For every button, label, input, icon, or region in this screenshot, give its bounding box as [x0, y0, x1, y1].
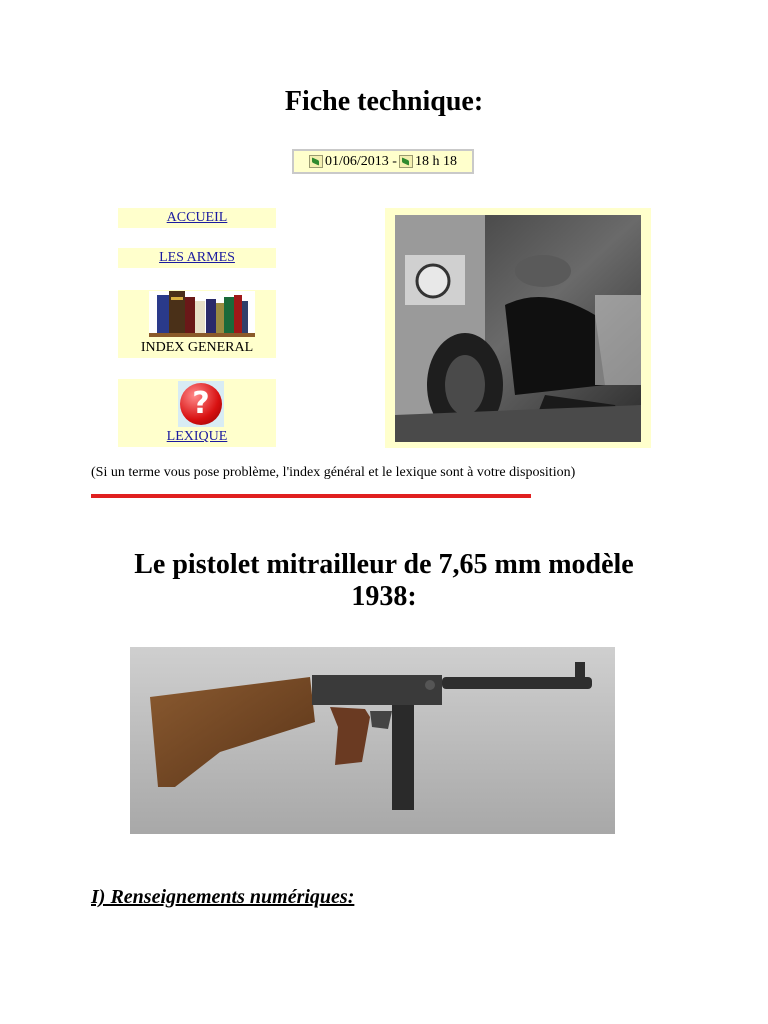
submachine-gun-photo	[130, 647, 615, 834]
article-title	[0, 549, 768, 613]
date-stamp	[292, 149, 474, 174]
index-label[interactable]: INDEX GENERAL	[140, 340, 254, 355]
soldier-photo	[395, 215, 641, 442]
armes-link[interactable]: LES ARMES	[159, 250, 235, 265]
nav-item-lexique	[118, 379, 276, 447]
books-icon[interactable]	[149, 291, 255, 337]
nav-item-accueil	[118, 208, 276, 228]
lexique-link[interactable]: LEXIQUE	[166, 429, 228, 444]
help-icon[interactable]: ?	[178, 381, 224, 427]
divider	[91, 494, 531, 498]
nav-item-index[interactable]	[118, 290, 276, 358]
accueil-link[interactable]: ACCUEIL	[166, 210, 228, 225]
date-text: 01/06/2013 -	[325, 153, 397, 169]
article-title-line1: Le pistolet mitrailleur de 7,65 mm modèle	[134, 549, 634, 580]
time-text: 18 h 18	[414, 153, 457, 169]
article-title-line2: 1938:	[351, 581, 417, 612]
help-note: (Si un terme vous pose problème, l'index général et le lexique sont à votre disposition)	[91, 465, 576, 480]
time-arrow-icon	[399, 155, 413, 168]
nav-item-armes	[118, 248, 276, 268]
section-heading: I) Renseignements numériques:	[91, 886, 355, 908]
page-title: Fiche technique:	[284, 86, 484, 117]
photo-frame	[385, 208, 651, 448]
date-arrow-icon	[309, 155, 323, 168]
